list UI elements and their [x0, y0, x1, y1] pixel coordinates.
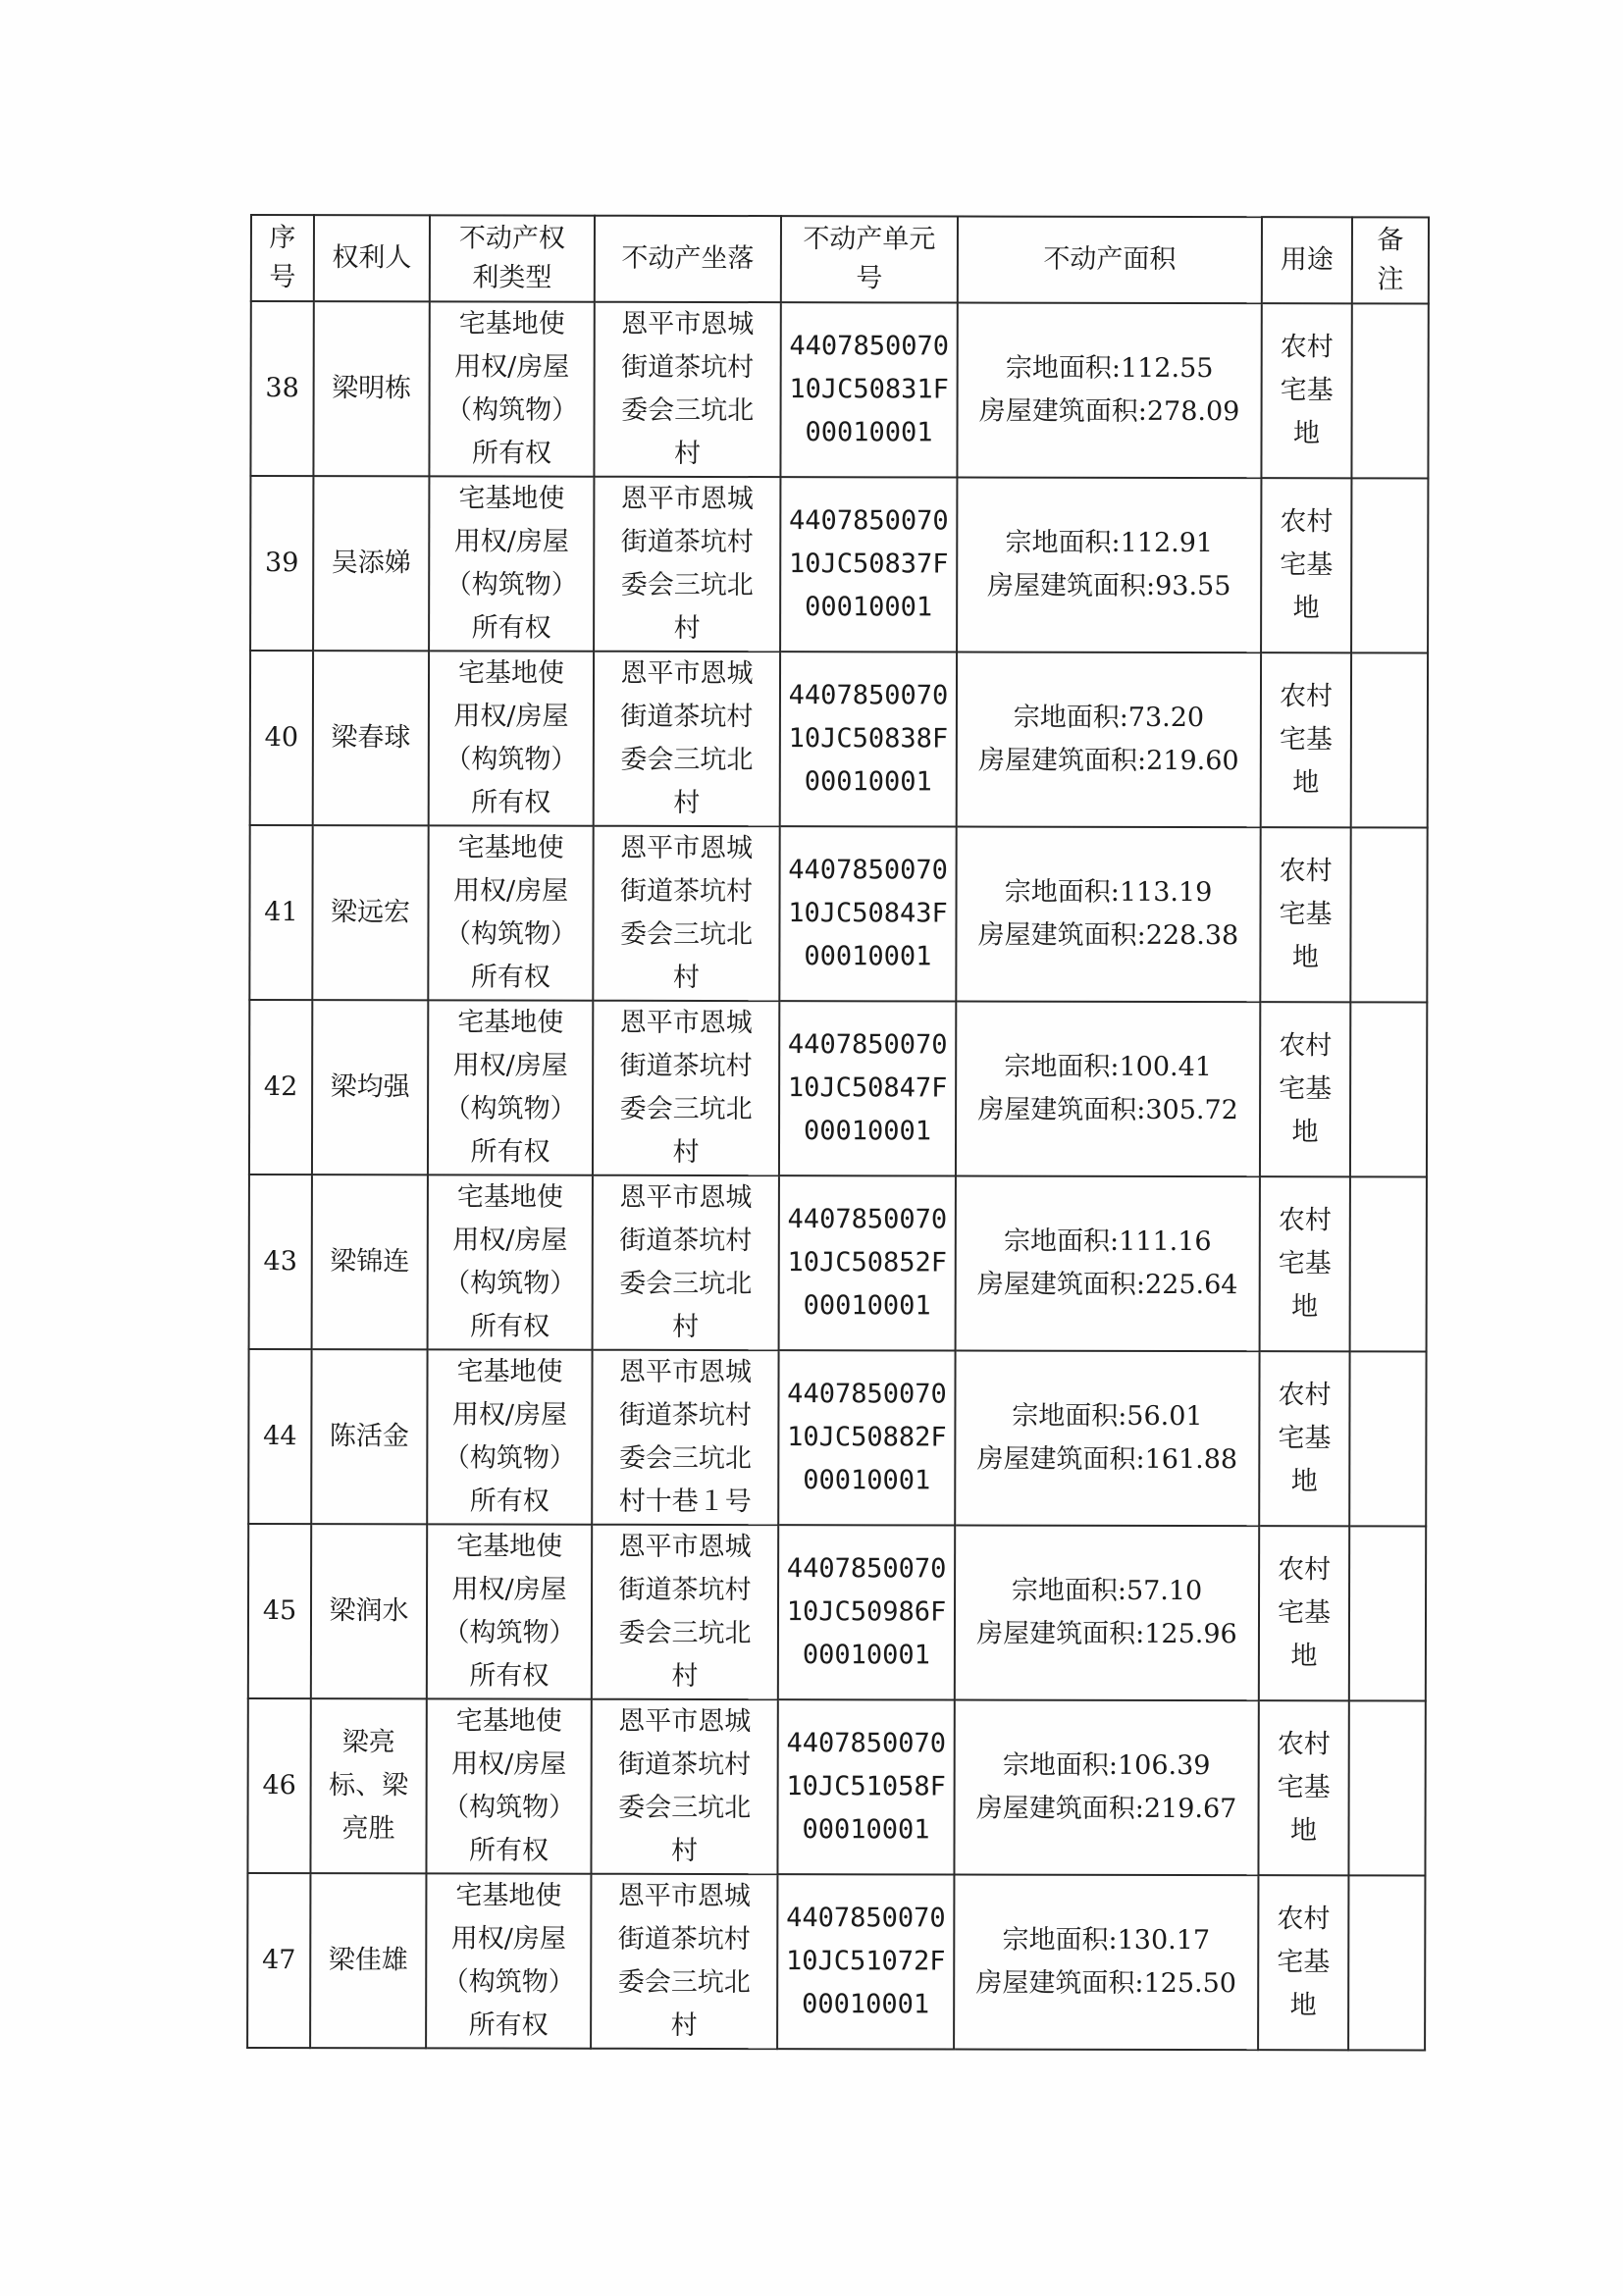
cell-unit-no: 4407850070 10JC50838F 00010001 [780, 652, 957, 826]
cell-seq: 42 [249, 1000, 312, 1174]
cell-right-type: 宅基地使 用权/房屋 （构筑物） 所有权 [426, 1873, 591, 2048]
header-unit-no: 不动产单元 号 [781, 216, 958, 302]
cell-area [957, 652, 1261, 828]
cell-area [955, 1526, 1259, 1701]
cell-area [956, 1176, 1260, 1352]
cell-usage: 农村 宅基 地 [1260, 1002, 1350, 1176]
cell-location: 恩平市恩城 街道茶坑村 委会三坑北 村 [591, 1699, 777, 1874]
land-area: 宗地面积:56.01 [1012, 1400, 1203, 1433]
cell-location: 恩平市恩城 街道茶坑村 委会三坑北 村十巷１号 [592, 1350, 778, 1525]
cell-unit-no: 4407850070 10JC50882F 00010001 [778, 1350, 955, 1525]
cell-right-type: 宅基地使 用权/房屋 （构筑物） 所有权 [429, 301, 594, 476]
cell-owner: 梁亮 标、梁 亮胜 [310, 1698, 426, 1873]
cell-seq: 43 [249, 1174, 312, 1349]
cell-location: 恩平市恩城 街道茶坑村 委会三坑北 村 [594, 652, 780, 826]
cell-owner: 吴添娣 [313, 476, 429, 651]
table-row [247, 1873, 1425, 2051]
table-row [250, 476, 1428, 653]
cell-remark [1351, 652, 1428, 827]
cell-seq: 44 [248, 1349, 311, 1524]
cell-location: 恩平市恩城 街道茶坑村 委会三坑北 村 [594, 477, 780, 652]
land-area: 宗地面积:100.41 [1004, 1051, 1212, 1083]
land-area: 宗地面积:130.17 [1002, 1924, 1211, 1957]
cell-right-type: 宅基地使 用权/房屋 （构筑物） 所有权 [429, 476, 594, 651]
cell-right-type: 宅基地使 用权/房屋 （构筑物） 所有权 [428, 825, 593, 1000]
cell-unit-no: 4407850070 10JC50852F 00010001 [779, 1175, 956, 1350]
cell-right-type: 宅基地使 用权/房屋 （构筑物） 所有权 [428, 1000, 593, 1174]
cell-right-type: 宅基地使 用权/房屋 （构筑物） 所有权 [429, 651, 594, 825]
cell-seq: 46 [247, 1698, 310, 1873]
cell-seq: 41 [249, 825, 312, 1000]
cell-remark [1350, 827, 1427, 1002]
cell-unit-no: 4407850070 10JC50831F 00010001 [780, 302, 957, 477]
cell-seq: 40 [250, 651, 313, 825]
land-area: 宗地面积:111.16 [1003, 1226, 1212, 1258]
cell-remark [1349, 1526, 1426, 1700]
cell-location: 恩平市恩城 街道茶坑村 委会三坑北 村 [593, 1175, 779, 1350]
cell-remark [1350, 1176, 1427, 1351]
cell-area [954, 1875, 1258, 2051]
cell-area [954, 1700, 1258, 1876]
cell-remark [1348, 1875, 1425, 2050]
cell-usage: 农村 宅基 地 [1259, 1351, 1349, 1526]
cell-remark [1349, 1351, 1426, 1526]
cell-area [957, 478, 1261, 653]
table-row [250, 651, 1428, 828]
cell-usage: 农村 宅基 地 [1260, 1176, 1350, 1351]
cell-seq: 47 [247, 1873, 310, 2048]
building-area: 房屋建筑面积:93.55 [986, 570, 1231, 602]
building-area: 房屋建筑面积:219.60 [978, 745, 1239, 777]
cell-remark [1350, 1002, 1427, 1176]
cell-owner: 梁均强 [312, 1000, 428, 1174]
table-row [249, 1000, 1427, 1177]
cell-usage: 农村 宅基 地 [1261, 478, 1351, 652]
cell-owner: 梁远宏 [312, 825, 428, 1000]
land-area: 宗地面积:113.19 [1004, 876, 1213, 909]
table-row [250, 301, 1428, 479]
cell-owner: 梁润水 [311, 1524, 427, 1698]
land-area: 宗地面积:73.20 [1013, 702, 1205, 734]
land-area: 宗地面积:112.55 [1005, 352, 1214, 385]
property-register-table [246, 214, 1430, 2052]
cell-seq: 45 [248, 1524, 311, 1698]
table-row [247, 1698, 1425, 1876]
header-usage: 用途 [1262, 217, 1352, 303]
cell-unit-no: 4407850070 10JC50837F 00010001 [780, 477, 957, 652]
table-row [249, 825, 1427, 1003]
cell-unit-no: 4407850070 10JC50847F 00010001 [779, 1001, 956, 1175]
cell-seq: 38 [250, 301, 313, 476]
cell-usage: 农村 宅基 地 [1258, 1875, 1348, 2050]
header-location: 不动产坐落 [595, 216, 781, 302]
cell-seq: 39 [250, 476, 313, 651]
header-owner: 权利人 [314, 215, 430, 301]
cell-usage: 农村 宅基 地 [1261, 652, 1351, 827]
table-row [248, 1349, 1426, 1527]
cell-remark [1351, 478, 1428, 652]
cell-usage: 农村 宅基 地 [1259, 1526, 1349, 1700]
cell-unit-no: 4407850070 10JC50843F 00010001 [779, 826, 956, 1001]
cell-location: 恩平市恩城 街道茶坑村 委会三坑北 村 [591, 1874, 777, 2049]
header-right-type: 不动产权 利类型 [430, 215, 595, 301]
cell-usage: 农村 宅基 地 [1261, 303, 1351, 478]
cell-owner: 梁春球 [313, 651, 429, 825]
cell-location: 恩平市恩城 街道茶坑村 委会三坑北 村 [593, 826, 779, 1001]
land-area: 宗地面积:57.10 [1011, 1575, 1203, 1607]
land-area: 宗地面积:106.39 [1002, 1749, 1211, 1782]
cell-right-type: 宅基地使 用权/房屋 （构筑物） 所有权 [427, 1349, 592, 1524]
cell-unit-no: 4407850070 10JC51072F 00010001 [777, 1874, 954, 2049]
building-area: 房屋建筑面积:161.88 [976, 1443, 1238, 1476]
header-remark: 备 注 [1352, 217, 1429, 303]
building-area: 房屋建筑面积:125.50 [975, 1967, 1237, 2000]
building-area: 房屋建筑面积:278.09 [978, 395, 1240, 428]
cell-location: 恩平市恩城 街道茶坑村 委会三坑北 村 [593, 1001, 779, 1175]
cell-area [957, 303, 1261, 479]
cell-owner: 梁锦连 [312, 1174, 428, 1349]
table-row [248, 1524, 1426, 1701]
cell-unit-no: 4407850070 10JC50986F 00010001 [778, 1525, 955, 1699]
building-area: 房屋建筑面积:225.64 [976, 1269, 1238, 1301]
building-area: 房屋建筑面积:219.67 [975, 1793, 1237, 1825]
cell-right-type: 宅基地使 用权/房屋 （构筑物） 所有权 [427, 1524, 592, 1698]
cell-usage: 农村 宅基 地 [1258, 1700, 1348, 1875]
header-seq: 序 号 [251, 215, 314, 301]
table-header-row [251, 215, 1429, 304]
cell-area [956, 827, 1260, 1003]
cell-area [956, 1002, 1260, 1177]
cell-right-type: 宅基地使 用权/房屋 （构筑物） 所有权 [426, 1698, 591, 1873]
cell-owner: 梁明栋 [313, 301, 429, 476]
building-area: 房屋建筑面积:305.72 [977, 1094, 1238, 1126]
cell-unit-no: 4407850070 10JC51058F 00010001 [777, 1699, 954, 1874]
table-row [249, 1174, 1427, 1352]
land-area: 宗地面积:112.91 [1005, 527, 1214, 559]
cell-location: 恩平市恩城 街道茶坑村 委会三坑北 村 [592, 1525, 778, 1699]
cell-owner: 梁佳雄 [310, 1873, 426, 2048]
cell-usage: 农村 宅基 地 [1260, 827, 1350, 1002]
cell-location: 恩平市恩城 街道茶坑村 委会三坑北 村 [594, 302, 780, 477]
building-area: 房屋建筑面积:125.96 [976, 1618, 1237, 1650]
cell-area [955, 1351, 1259, 1527]
cell-remark [1348, 1700, 1425, 1875]
building-area: 房屋建筑面积:228.38 [977, 919, 1239, 952]
cell-right-type: 宅基地使 用权/房屋 （构筑物） 所有权 [428, 1174, 593, 1349]
header-area: 不动产面积 [958, 217, 1262, 304]
cell-remark [1351, 303, 1428, 478]
cell-owner: 陈活金 [311, 1349, 427, 1524]
